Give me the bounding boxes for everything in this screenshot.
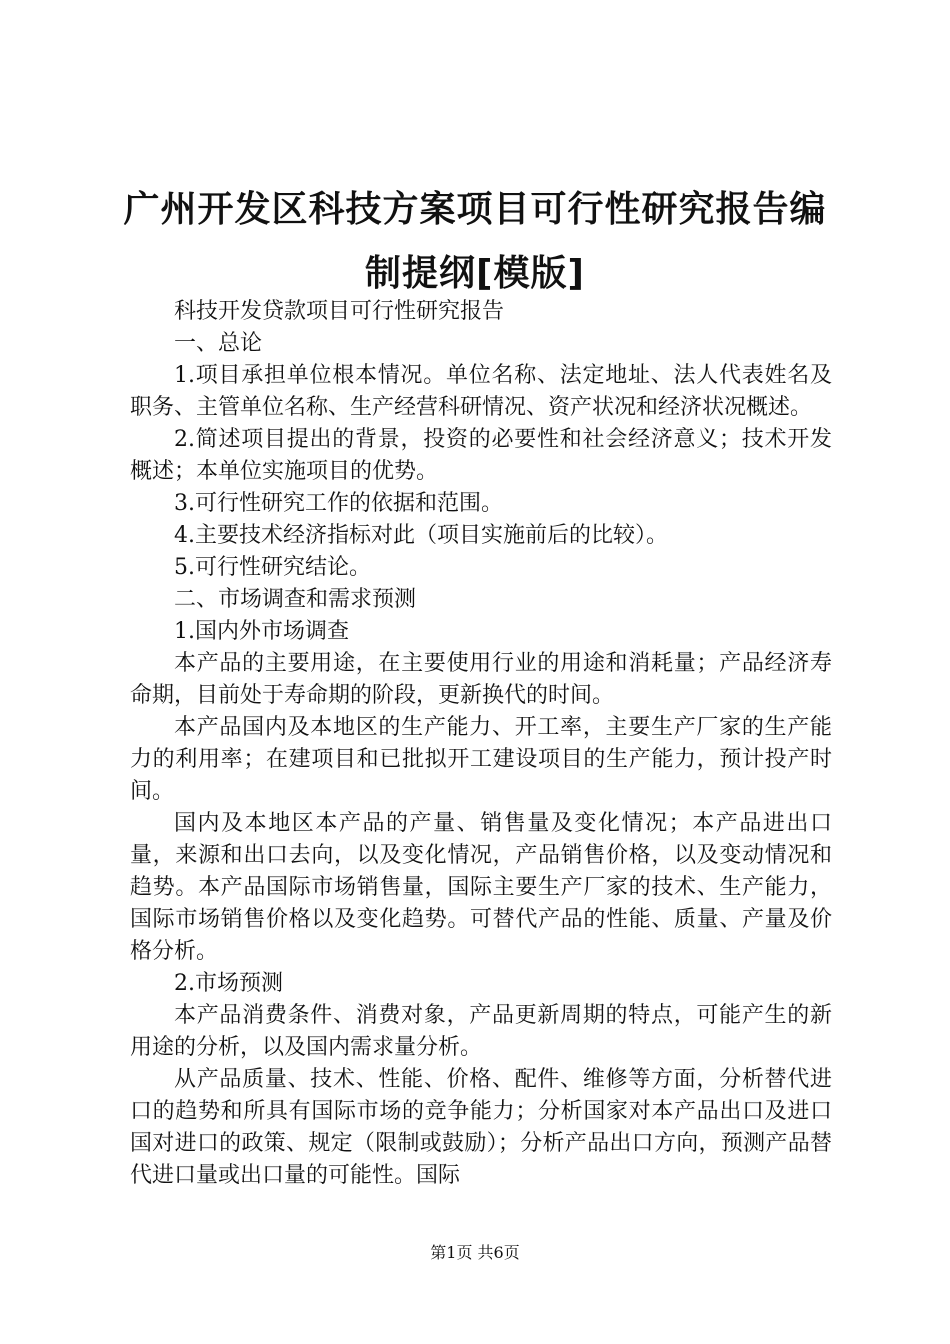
page-number-footer: 第1页 共6页 [430,1243,520,1262]
document-body [130,296,832,1192]
paragraph: 从产品质量、技术、性能、价格、配件、维修等方面，分析替代进口的趋势和所具有国际市场的竞争能力；分析国家对本产品出口及进口国对进口的政策、规定（限制或鼓励）；分析产品出口方向，预测产品替代进口量或出口量的可能性。国际 [130,1067,832,1188]
paragraph: 1.项目承担单位根本情况。单位名称、法定地址、法人代表姓名及职务、主管单位名称、生产经营科研情况、资产状况和经济状况概述。 [130,363,832,420]
paragraph: 本产品消费条件、消费对象，产品更新周期的特点，可能产生的新用途的分析，以及国内需求量分析。 [130,1003,832,1060]
paragraph: 本产品的主要用途，在主要使用行业的用途和消耗量；产品经济寿命期，目前处于寿命期的阶段，更新换代的时间。 [130,651,832,708]
document-title: 广州开发区科技方案项目可行性研究报告编制提纲[模版] [123,189,827,294]
section-heading-market: 二、市场调查和需求预测 [174,587,417,612]
paragraph: 2.简述项目提出的背景，投资的必要性和社会经济意义；技术开发概述；本单位实施项目的优势。 [130,427,832,484]
section-heading-general: 一、总论 [174,331,263,356]
paragraph: 国内及本地区本产品的产量、销售量及变化情况；本产品进出口量，来源和出口去向，以及变化情况，产品销售价格，以及变动情况和趋势。本产品国际市场销售量，国际主要生产厂家的技术、生产能力，国际市场销售价格以及变化趋势。可替代产品的性能、质量、产量及价格分析。 [130,811,832,964]
paragraph: 5.可行性研究结论。 [174,555,371,580]
paragraph: 本产品国内及本地区的生产能力、开工率，主要生产厂家的生产能力的利用率；在建项目和已批拟开工建设项目的生产能力，预计投产时间。 [130,715,832,804]
paragraph-report-heading: 科技开发贷款项目可行性研究报告 [174,299,505,324]
paragraph: 3.可行性研究工作的依据和范围。 [174,491,503,516]
subsection-heading: 2.市场预测 [174,971,283,996]
subsection-heading: 1.国内外市场调查 [174,619,349,644]
paragraph: 4.主要技术经济指标对此（项目实施前后的比较）。 [174,523,668,548]
